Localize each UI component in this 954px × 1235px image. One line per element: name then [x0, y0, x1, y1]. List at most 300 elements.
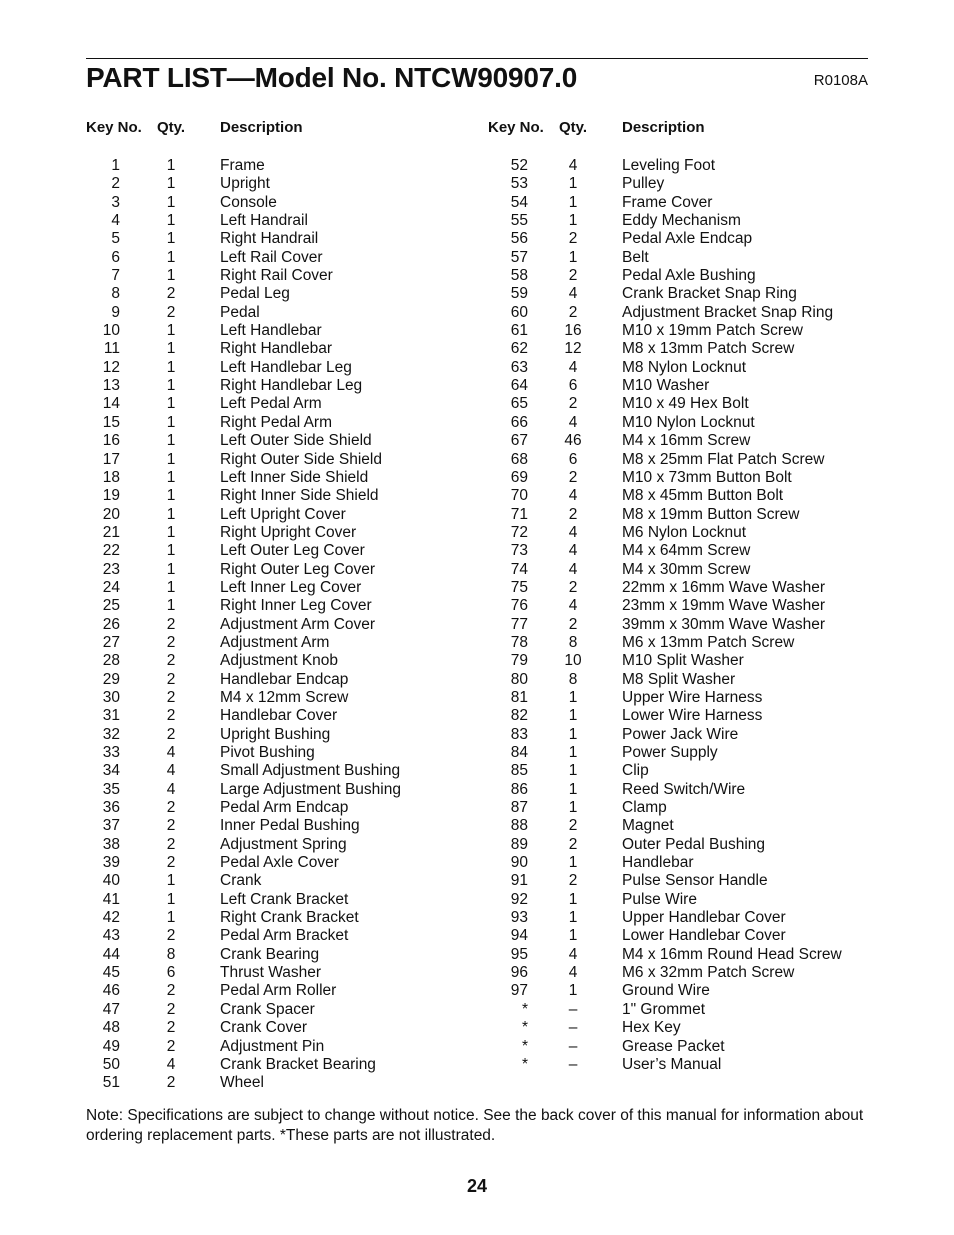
quantity: – [568, 1055, 578, 1073]
part-description: Left Upright Cover [220, 505, 346, 523]
part-description: Right Inner Side Shield [220, 487, 379, 505]
key-number: 39 [102, 854, 120, 872]
part-description: Right Handlebar Leg [220, 377, 363, 395]
part-description: Pedal Leg [220, 285, 290, 303]
part-description: M10 Washer [622, 377, 710, 395]
key-number: 55 [510, 212, 528, 230]
quantity: 1 [166, 523, 176, 541]
part-description: Pedal Axle Cover [220, 854, 339, 872]
key-number: 65 [510, 395, 528, 413]
key-number: 18 [102, 468, 120, 486]
quantity: 1 [166, 578, 176, 596]
part-description: Crank Bearing [220, 945, 320, 963]
key-number: 16 [102, 432, 120, 450]
part-description: Left Inner Leg Cover [220, 578, 362, 596]
key-number: 17 [102, 450, 120, 468]
part-description: Left Pedal Arm [220, 395, 322, 413]
part-description: Thrust Washer [220, 964, 322, 982]
quantity: 1 [166, 487, 176, 505]
key-number: 81 [510, 688, 528, 706]
key-number: 52 [510, 157, 528, 174]
key-number: 30 [102, 688, 120, 706]
key-number: 28 [102, 652, 120, 670]
key-number: 42 [102, 909, 120, 927]
key-number: 45 [102, 964, 120, 982]
quantity: 2 [166, 927, 176, 945]
key-number: 29 [102, 670, 120, 688]
part-description: M10 Split Washer [622, 652, 744, 670]
key-number: 43 [102, 927, 120, 945]
key-number: 88 [510, 817, 528, 835]
key-number: 8 [111, 285, 120, 303]
part-description: Outer Pedal Bushing [622, 835, 766, 853]
quantity: 4 [568, 157, 578, 174]
key-number: 7 [111, 267, 120, 285]
part-description: Small Adjustment Bushing [220, 762, 401, 780]
quantity: 8 [568, 633, 578, 651]
quantity: 1 [568, 707, 578, 725]
part-description: Grease Packet [622, 1037, 725, 1055]
quantity: 2 [568, 468, 578, 486]
key-number: 27 [102, 633, 120, 651]
key-number: 63 [510, 358, 528, 376]
part-description: Left Inner Side Shield [220, 468, 369, 486]
quantity: 1 [166, 450, 176, 468]
right-header-description: Description [622, 119, 705, 136]
quantity: 4 [568, 964, 578, 982]
quantity: 2 [166, 688, 176, 706]
part-description: M10 Nylon Locknut [622, 413, 755, 431]
part-description: Crank Cover [220, 1019, 307, 1037]
part-description: Right Inner Leg Cover [220, 597, 372, 615]
part-description: Right Crank Bracket [220, 909, 359, 927]
quantity: 4 [568, 597, 578, 615]
part-description: Left Handlebar Leg [220, 358, 352, 376]
part-description: Pedal Axle Endcap [622, 230, 753, 248]
quantity: 1 [568, 854, 578, 872]
part-description: Upright [220, 175, 270, 193]
part-description: Crank Spacer [220, 1000, 315, 1018]
quantity: 1 [166, 560, 176, 578]
key-number: * [521, 1019, 528, 1037]
quantity: 1 [568, 248, 578, 266]
part-description: Console [220, 193, 277, 211]
key-number: 37 [102, 817, 120, 835]
quantity: 2 [166, 670, 176, 688]
key-number: 86 [510, 780, 528, 798]
quantity: 2 [568, 395, 578, 413]
part-description: M6 Nylon Locknut [622, 523, 747, 541]
part-description: Power Supply [622, 744, 718, 761]
key-number: 74 [510, 560, 528, 578]
key-number: 78 [510, 633, 528, 651]
quantity: 2 [166, 633, 176, 651]
key-number: 62 [510, 340, 528, 358]
part-description: Upright Bushing [220, 725, 331, 743]
quantity: 1 [166, 377, 176, 395]
part-description: Magnet [622, 817, 674, 835]
part-description: Pulley [622, 175, 665, 193]
part-description: Pedal [220, 303, 260, 321]
part-description: Left Outer Side Shield [220, 432, 372, 450]
part-description: M4 x 16mm Round Head Screw [622, 945, 842, 963]
quantity: 1 [166, 340, 176, 358]
key-number: 66 [510, 413, 528, 431]
quantity: 4 [568, 560, 578, 578]
part-description: User’s Manual [622, 1055, 722, 1073]
key-number: 36 [102, 799, 120, 817]
key-number: * [521, 1037, 528, 1055]
quantity: 1 [166, 468, 176, 486]
quantity: 6 [568, 450, 578, 468]
part-description: Pedal Axle Bushing [622, 267, 756, 285]
key-number: 57 [510, 248, 528, 266]
quantity: 1 [166, 175, 176, 193]
left-header-key: Key No. [86, 119, 142, 136]
quantity: 1 [166, 157, 176, 174]
key-number: 90 [510, 854, 528, 872]
quantity: 2 [166, 835, 176, 853]
key-number: 72 [510, 523, 528, 541]
quantity: 8 [568, 670, 578, 688]
part-description: Adjustment Arm [220, 633, 330, 651]
quantity: 1 [166, 432, 176, 450]
key-number: 71 [510, 505, 528, 523]
key-number: 15 [102, 413, 120, 431]
quantity: 2 [568, 505, 578, 523]
part-description: Adjustment Pin [220, 1037, 325, 1055]
part-description: M8 x 19mm Button Screw [622, 505, 800, 523]
quantity: 1 [166, 322, 176, 340]
quantity: 4 [166, 780, 176, 798]
part-description: Crank [220, 872, 262, 890]
quantity: 1 [568, 909, 578, 927]
part-description: Handlebar [622, 854, 694, 872]
part-description: Frame [220, 157, 265, 174]
quantity: 2 [166, 982, 176, 1000]
part-description: M10 x 19mm Patch Screw [622, 322, 803, 340]
part-description: Lower Handlebar Cover [622, 927, 786, 945]
part-description: M8 Split Washer [622, 670, 736, 688]
key-number: 5 [111, 230, 120, 248]
quantity: 1 [568, 982, 578, 1000]
key-number: 25 [102, 597, 120, 615]
quantity: – [568, 1019, 578, 1037]
part-description: Right Outer Leg Cover [220, 560, 376, 578]
part-description: Right Pedal Arm [220, 413, 332, 431]
quantity: 1 [166, 358, 176, 376]
quantity: 4 [568, 413, 578, 431]
quantity: 1 [166, 542, 176, 560]
quantity: 1 [568, 725, 578, 743]
quantity: 1 [166, 413, 176, 431]
part-description: Reed Switch/Wire [622, 780, 746, 798]
quantity: 2 [568, 872, 578, 890]
quantity: 2 [568, 817, 578, 835]
quantity: 1 [568, 212, 578, 230]
quantity: 1 [166, 212, 176, 230]
quantity: 6 [568, 377, 578, 395]
key-number: 24 [102, 578, 120, 596]
key-number: 12 [102, 358, 120, 376]
key-number: * [521, 1000, 528, 1018]
key-number: 26 [102, 615, 120, 633]
quantity: 4 [568, 542, 578, 560]
part-description: Adjustment Knob [220, 652, 339, 670]
quantity: 6 [166, 964, 176, 982]
key-number: 58 [510, 267, 528, 285]
part-description: Hex Key [622, 1019, 681, 1037]
key-number: 48 [102, 1019, 120, 1037]
part-description: Pulse Sensor Handle [622, 872, 768, 890]
part-description: Crank Bracket Snap Ring [622, 285, 797, 303]
quantity: 1 [568, 762, 578, 780]
key-number: 95 [510, 945, 528, 963]
key-number: 61 [510, 322, 528, 340]
part-description: Frame Cover [622, 193, 713, 211]
key-number: 96 [510, 964, 528, 982]
part-description: Pedal Arm Roller [220, 982, 337, 1000]
key-number: 21 [102, 523, 120, 541]
quantity: 2 [166, 285, 176, 303]
part-description: Left Handrail [220, 212, 308, 230]
key-number: 13 [102, 377, 120, 395]
part-description: M8 x 13mm Patch Screw [622, 340, 795, 358]
key-number: 35 [102, 780, 120, 798]
part-description: Right Rail Cover [220, 267, 333, 285]
key-number: 2 [111, 175, 120, 193]
key-number: * [521, 1055, 528, 1073]
quantity: 1 [166, 909, 176, 927]
key-number: 59 [510, 285, 528, 303]
key-number: 10 [102, 322, 120, 340]
part-description: M4 x 30mm Screw [622, 560, 751, 578]
key-number: 44 [102, 945, 120, 963]
key-number: 54 [510, 193, 528, 211]
part-description: Adjustment Bracket Snap Ring [622, 303, 834, 321]
part-description: Ground Wire [622, 982, 710, 1000]
key-number: 49 [102, 1037, 120, 1055]
quantity: 4 [166, 762, 176, 780]
key-number: 73 [510, 542, 528, 560]
quantity: 2 [166, 615, 176, 633]
key-number: 53 [510, 175, 528, 193]
quantity: 2 [166, 1019, 176, 1037]
part-description: 23mm x 19mm Wave Washer [622, 597, 825, 615]
key-number: 32 [102, 725, 120, 743]
key-number: 40 [102, 872, 120, 890]
part-description: Leveling Foot [622, 157, 716, 174]
key-number: 79 [510, 652, 528, 670]
key-number: 83 [510, 725, 528, 743]
part-description: M4 x 16mm Screw [622, 432, 751, 450]
key-number: 11 [103, 340, 120, 358]
quantity: 2 [166, 707, 176, 725]
part-description: Wheel [220, 1074, 264, 1092]
quantity: 4 [568, 358, 578, 376]
part-description: Lower Wire Harness [622, 707, 763, 725]
quantity: 1 [568, 927, 578, 945]
part-description: M4 x 64mm Screw [622, 542, 751, 560]
part-description: Right Upright Cover [220, 523, 357, 541]
quantity: 2 [166, 725, 176, 743]
part-description: Pivot Bushing [220, 744, 315, 761]
key-number: 80 [510, 670, 528, 688]
part-description: Adjustment Spring [220, 835, 347, 853]
key-number: 56 [510, 230, 528, 248]
quantity: 1 [166, 872, 176, 890]
key-number: 68 [510, 450, 528, 468]
part-description: M10 x 73mm Button Bolt [622, 468, 792, 486]
part-description: Right Handlebar [220, 340, 333, 358]
quantity: 2 [568, 578, 578, 596]
right-header-key: Key No. [488, 119, 544, 136]
quantity: 1 [166, 193, 176, 211]
key-number: 76 [510, 597, 528, 615]
quantity: 2 [166, 303, 176, 321]
key-number: 97 [510, 982, 528, 1000]
quantity: 1 [568, 890, 578, 908]
part-description: 1" Grommet [622, 1000, 706, 1018]
quantity: 2 [166, 817, 176, 835]
part-description: Left Handlebar [220, 322, 322, 340]
part-description: M6 x 13mm Patch Screw [622, 633, 795, 651]
key-number: 38 [102, 835, 120, 853]
part-description: Clamp [622, 799, 667, 817]
part-description: Right Outer Side Shield [220, 450, 382, 468]
part-description: Eddy Mechanism [622, 212, 741, 230]
part-description: Handlebar Endcap [220, 670, 349, 688]
quantity: 1 [568, 688, 578, 706]
part-description: 22mm x 16mm Wave Washer [622, 578, 825, 596]
quantity: – [568, 1037, 578, 1055]
quantity: 1 [166, 395, 176, 413]
key-number: 3 [111, 193, 120, 211]
part-description: M4 x 12mm Screw [220, 688, 349, 706]
part-description: Left Outer Leg Cover [220, 542, 365, 560]
quantity: 4 [568, 285, 578, 303]
quantity: 2 [166, 1074, 176, 1092]
key-number: 60 [510, 303, 528, 321]
key-number: 4 [111, 212, 120, 230]
key-number: 75 [510, 578, 528, 596]
part-description: 39mm x 30mm Wave Washer [622, 615, 825, 633]
quantity: 16 [564, 322, 582, 340]
quantity: 2 [166, 1000, 176, 1018]
key-number: 85 [510, 762, 528, 780]
quantity: – [568, 1000, 578, 1018]
quantity: 1 [568, 744, 578, 761]
key-number: 70 [510, 487, 528, 505]
key-number: 51 [102, 1074, 120, 1092]
key-number: 84 [510, 744, 528, 761]
footnote: Note: Specifications are subject to change without notice. See the back cover of this manual for information about ordering replacement parts. *These parts are not illustrated. [86, 1107, 864, 1144]
quantity: 2 [568, 835, 578, 853]
quantity: 2 [166, 652, 176, 670]
quantity: 46 [564, 432, 582, 450]
quantity: 4 [568, 945, 578, 963]
quantity: 4 [568, 487, 578, 505]
quantity: 8 [166, 945, 176, 963]
part-description: Upper Wire Harness [622, 688, 763, 706]
key-number: 82 [510, 707, 528, 725]
document-code: R0108A [813, 72, 868, 89]
quantity: 2 [166, 799, 176, 817]
quantity: 12 [564, 340, 582, 358]
key-number: 69 [510, 468, 528, 486]
quantity: 1 [166, 248, 176, 266]
quantity: 4 [568, 523, 578, 541]
part-description: Pulse Wire [622, 890, 697, 908]
key-number: 50 [102, 1055, 120, 1073]
quantity: 1 [568, 175, 578, 193]
quantity: 1 [568, 193, 578, 211]
quantity: 2 [568, 303, 578, 321]
key-number: 9 [111, 303, 120, 321]
part-description: Pedal Arm Endcap [220, 799, 349, 817]
part-description: Pedal Arm Bracket [220, 927, 349, 945]
key-number: 47 [102, 1000, 120, 1018]
page-number: 24 [466, 1176, 488, 1196]
quantity: 1 [568, 799, 578, 817]
key-number: 33 [102, 744, 120, 761]
quantity: 2 [568, 267, 578, 285]
key-number: 91 [510, 872, 528, 890]
quantity: 1 [166, 230, 176, 248]
part-description: Adjustment Arm Cover [220, 615, 376, 633]
part-description: Inner Pedal Bushing [220, 817, 360, 835]
part-description: Left Crank Bracket [220, 890, 349, 908]
key-number: 34 [102, 762, 120, 780]
key-number: 22 [102, 542, 120, 560]
part-description: M8 x 25mm Flat Patch Screw [622, 450, 825, 468]
part-description: M8 x 45mm Button Bolt [622, 487, 784, 505]
page-title: PART LIST—Model No. NTCW90907.0 [86, 62, 578, 93]
part-description: Upper Handlebar Cover [622, 909, 786, 927]
key-number: 41 [102, 890, 120, 908]
top-rule [86, 58, 868, 59]
key-number: 87 [510, 799, 528, 817]
part-description: M8 Nylon Locknut [622, 358, 747, 376]
part-description: M6 x 32mm Patch Screw [622, 964, 795, 982]
key-number: 64 [510, 377, 528, 395]
key-number: 94 [510, 927, 528, 945]
key-number: 20 [102, 505, 120, 523]
key-number: 6 [111, 248, 120, 266]
key-number: 89 [510, 835, 528, 853]
part-description: Handlebar Cover [220, 707, 338, 725]
quantity: 1 [166, 890, 176, 908]
quantity: 1 [568, 780, 578, 798]
part-description: Crank Bracket Bearing [220, 1055, 376, 1073]
part-description: Belt [622, 248, 649, 266]
left-header-qty: Qty. [157, 119, 186, 136]
key-number: 31 [102, 707, 120, 725]
left-header-description: Description [220, 119, 303, 136]
quantity: 4 [166, 744, 176, 761]
key-number: 1 [111, 157, 120, 174]
quantity: 2 [568, 230, 578, 248]
key-number: 92 [510, 890, 528, 908]
quantity: 1 [166, 267, 176, 285]
key-number: 77 [510, 615, 528, 633]
part-description: Left Rail Cover [220, 248, 323, 266]
quantity: 1 [166, 505, 176, 523]
key-number: 23 [102, 560, 120, 578]
key-number: 19 [102, 487, 120, 505]
quantity: 2 [166, 854, 176, 872]
quantity: 10 [564, 652, 582, 670]
